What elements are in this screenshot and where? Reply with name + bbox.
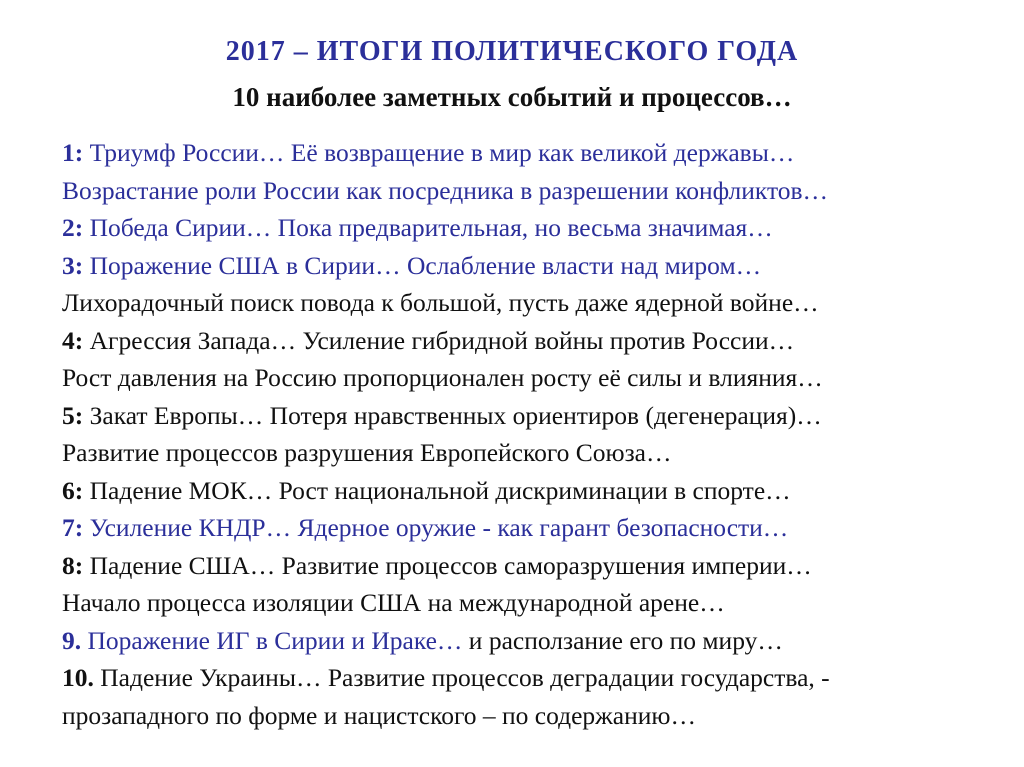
item-number: 8: <box>62 550 84 580</box>
item-text: Триумф России… Её возвращение в мир как великой державы… <box>83 138 795 167</box>
item-number: 10. <box>62 663 94 692</box>
list-item <box>62 172 1012 210</box>
item-text: Поражение США в Сирии… Ослабление власти над миром… <box>83 250 762 280</box>
item-text: Рост давления на Россию пропорционален росту её силы и влияния… <box>62 363 823 392</box>
list-item <box>62 134 1012 172</box>
list-item <box>62 622 1012 660</box>
item-text-tail: и расползание его по миру… <box>462 625 783 655</box>
item-text: Закат Европы… Потеря нравственных ориентиров (дегенерация)… <box>83 400 822 430</box>
list-item <box>62 659 1012 697</box>
item-text: Лихорадочный поиск повода к большой, пусть даже ядерной войне… <box>62 288 819 317</box>
item-text: Развитие процессов разрушения Европейского Союза… <box>62 438 672 467</box>
item-number: 5: <box>62 400 84 430</box>
item-number: 3: <box>62 250 84 280</box>
list-item <box>62 397 1012 435</box>
list-item <box>62 209 1012 247</box>
list-item <box>62 472 1012 510</box>
list-item <box>62 247 1012 285</box>
item-text: Возрастание роли России как посредника в разрешении конфликтов… <box>62 175 829 205</box>
item-text: Поражение ИГ в Сирии и Ираке… <box>81 625 463 655</box>
item-text: Падение МОК… Рост национальной дискриминации в спорте… <box>83 475 791 505</box>
slide-subtitle: 10 наиболее заметных событий и процессов… <box>232 82 792 112</box>
list-item <box>62 509 1012 547</box>
item-number: 1: <box>62 138 84 167</box>
list-item <box>62 434 1012 472</box>
list-item <box>62 359 1012 397</box>
item-text: прозападного по форме и нацистского – по содержанию… <box>62 700 696 730</box>
item-number: 9. <box>62 625 82 655</box>
list-item <box>62 584 1012 622</box>
slide-title: 2017 – ИТОГИ ПОЛИТИЧЕСКОГО ГОДА <box>225 36 799 67</box>
item-text: Агрессия Запада… Усиление гибридной войны против России… <box>83 325 795 355</box>
list-item <box>62 322 1012 360</box>
item-text: Начало процесса изоляции США на международной арене… <box>62 588 725 617</box>
item-text: Усиление КНДР… Ядерное оружие - как гарант безопасности… <box>83 513 789 542</box>
list-item <box>62 697 1012 735</box>
item-number: 7: <box>62 513 84 542</box>
item-text: Падение США… Развитие процессов саморазрушения империи… <box>83 550 812 580</box>
list-item <box>62 284 1012 322</box>
item-text: Победа Сирии… Пока предварительная, но весьма значимая… <box>83 213 773 242</box>
item-number: 4: <box>62 325 84 355</box>
list-item <box>62 547 1012 585</box>
item-text: Падение Украины… Развитие процессов деградации государства, - <box>93 663 830 692</box>
item-number: 2: <box>62 213 84 242</box>
events-list <box>62 134 1012 734</box>
item-number: 6: <box>62 475 84 505</box>
